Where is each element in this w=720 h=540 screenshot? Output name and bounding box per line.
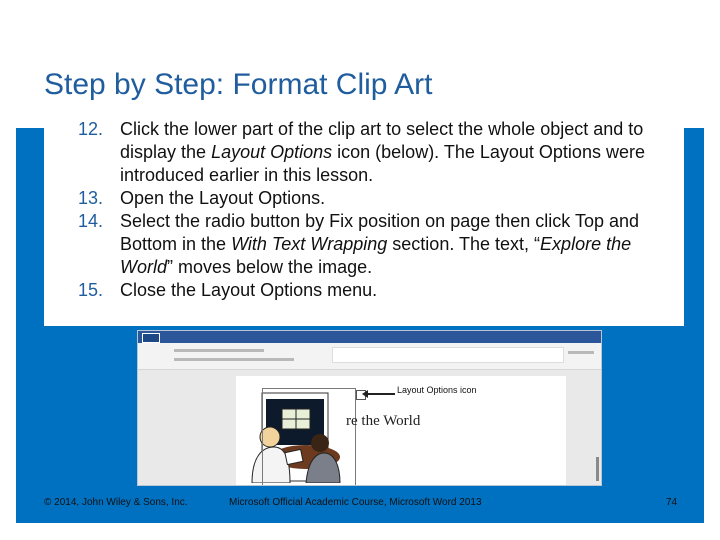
document-text: re the World <box>346 413 421 429</box>
step-text: Select the radio button by Fix position on page then click Top and Bottom in the With Text Wrapping section. The text, “Explore the World” moves below the image. <box>120 211 640 277</box>
step-text: Open the Layout Options. <box>120 188 326 208</box>
side-marker <box>596 457 599 481</box>
file-tab <box>142 333 160 343</box>
callout-arrow <box>367 393 395 395</box>
footer-course: Microsoft Official Academic Course, Microsoft Word 2013 <box>229 497 482 508</box>
slide-title: Step by Step: Format Clip Art <box>44 68 433 101</box>
step-item <box>38 279 678 302</box>
styles-gallery <box>332 347 564 363</box>
step-item <box>38 187 678 210</box>
footer-page-number: 74 <box>666 497 678 508</box>
step-number: 12. <box>78 119 104 139</box>
word-screenshot <box>137 330 602 486</box>
layout-options-callout: Layout Options icon <box>397 385 477 395</box>
ribbon-font-row <box>174 349 264 352</box>
selection-outline <box>262 388 356 486</box>
ribbon-editing-row <box>568 351 594 354</box>
step-item <box>38 210 678 279</box>
ribbon-paragraph-row <box>174 358 294 361</box>
step-number: 14. <box>78 211 104 231</box>
footer-copyright: © 2014, John Wiley & Sons, Inc. <box>44 497 188 508</box>
step-text: Close the Layout Options menu. <box>120 280 378 300</box>
step-number: 13. <box>78 188 104 208</box>
step-text: Click the lower part of the clip art to select the whole object and to display the Layout Options icon (below). The Layout Options were introduced earlier in this lesson. <box>120 119 645 185</box>
ribbon-tabs-bar <box>138 331 601 343</box>
steps-list <box>38 118 678 302</box>
step-item <box>38 118 678 187</box>
step-number: 15. <box>78 280 104 300</box>
